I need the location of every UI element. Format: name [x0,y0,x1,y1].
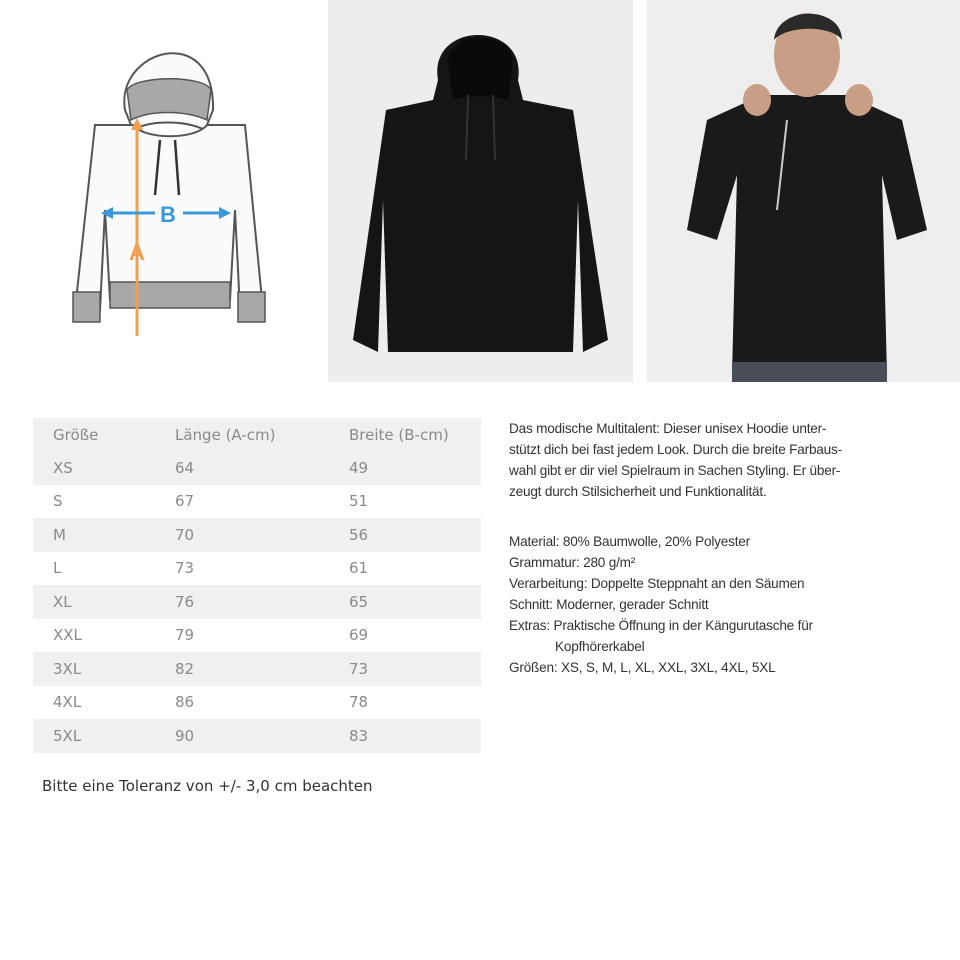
size-table [33,418,481,753]
length-cell: 76 [175,592,195,611]
width-cell: 78 [349,693,369,712]
table-row [33,585,481,619]
header-length: Länge (A-cm) [175,425,276,444]
width-cell: 49 [349,458,369,477]
label-b: B [160,202,176,227]
size-cell: XS [53,458,73,477]
model-photo [647,0,960,382]
model-wearing-hoodie-image [647,0,960,382]
table-row [33,719,481,753]
width-cell: 65 [349,592,369,611]
spec-material: Material: 80% Baumwolle, 20% Polyester [509,534,750,549]
table-row [33,485,481,519]
size-cell: 3XL [53,659,82,678]
label-a: A [129,240,145,265]
size-table-header [33,418,481,451]
table-row [33,518,481,552]
spec-processing: Verarbeitung: Doppelte Steppnaht an den Säumen [509,576,805,591]
length-cell: 67 [175,492,195,511]
description-line: zeugt durch Stilsicherheit und Funktionalität. [509,484,767,499]
spec-extras: Extras: Praktische Öffnung in der Kängurutasche für [509,618,813,633]
table-row [33,686,481,720]
size-cell: M [53,525,66,544]
length-cell: 82 [175,659,195,678]
length-cell: 73 [175,559,195,578]
size-cell: XL [53,592,72,611]
size-cell: 4XL [53,693,82,712]
header-size: Größe [53,425,99,444]
size-cell: 5XL [53,726,82,745]
table-row [33,652,481,686]
header-width: Breite (B-cm) [349,425,449,444]
width-cell: 56 [349,525,369,544]
description-line: stützt dich bei fast jedem Look. Durch die breite Farbaus- [509,442,842,457]
width-cell: 83 [349,726,369,745]
width-cell: 69 [349,626,369,645]
description-line: wahl gibt er dir viel Spielraum in Sachen Styling. Er über- [509,463,841,478]
description-line: Das modische Multitalent: Dieser unisex Hoodie unter- [509,421,827,436]
spec-cut: Schnitt: Moderner, gerader Schnitt [509,597,709,612]
product-photo [328,0,633,382]
product-description [509,418,909,502]
width-cell: 51 [349,492,369,511]
size-cell: XXL [53,626,82,645]
length-cell: 70 [175,525,195,544]
length-cell: 64 [175,458,195,477]
hoodie-outline-drawing [55,30,285,360]
spec-extras-continued: Kopfhörerkabel [555,639,645,654]
size-cell: S [53,492,63,511]
width-cell: 73 [349,659,369,678]
width-cell: 61 [349,559,369,578]
table-row [33,552,481,586]
tolerance-note: Bitte eine Toleranz von +/- 3,0 cm beachten [42,777,373,795]
size-diagram [55,30,285,360]
length-cell: 90 [175,726,195,745]
length-cell: 86 [175,693,195,712]
size-cell: L [53,559,62,578]
spec-sizes: Größen: XS, S, M, L, XL, XXL, 3XL, 4XL, 5XL [509,660,776,675]
length-cell: 79 [175,626,195,645]
spec-grammage: Grammatur: 280 g/m² [509,555,636,570]
product-specs [509,531,909,678]
black-hoodie-image [328,0,633,382]
table-row [33,451,481,485]
table-row [33,619,481,653]
